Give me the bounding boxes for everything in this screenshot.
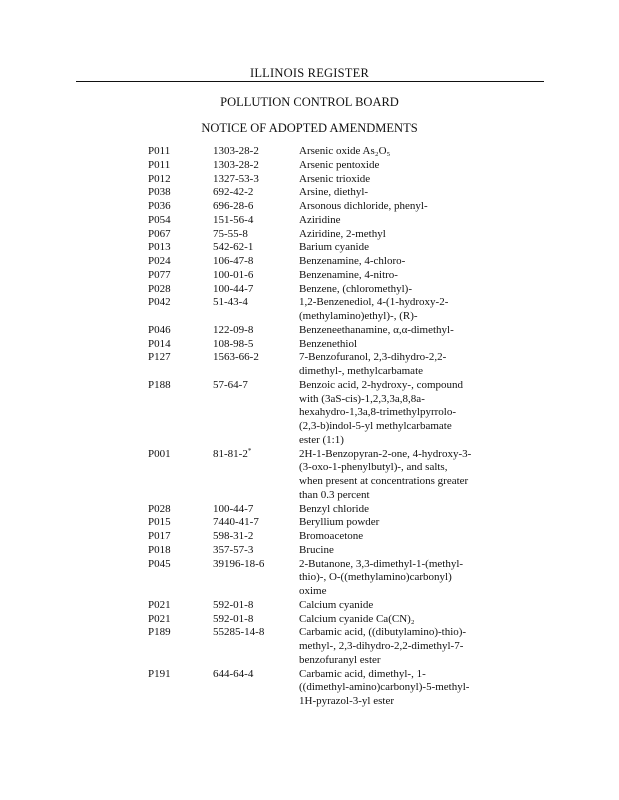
waste-code: P018: [148, 543, 171, 556]
cas-number-text: 51-43-4: [213, 296, 248, 309]
cas-number: [213, 379, 299, 393]
substance-name-line: ester (1:1): [299, 433, 344, 446]
substance-name-line: methyl-, 2,3-dihydro-2,2-dimethyl-7-: [299, 640, 464, 652]
substance-name-line: Carbamic acid, dimethyl-, 1-: [299, 667, 426, 680]
substance-name-line: with (3aS-cis)-1,2,3,3a,8,8a-: [299, 392, 425, 405]
substance-name: [299, 173, 499, 187]
cas-number: [213, 338, 299, 352]
waste-code: P036: [148, 200, 171, 212]
cas-number: [213, 558, 299, 572]
cas-number-text: 1327-53-3: [213, 172, 259, 185]
substance-name-line: Bromoacetone: [299, 530, 364, 542]
cas-number-text: 75-55-8: [213, 227, 248, 240]
waste-code: P021: [148, 612, 171, 625]
substance-name-line: Benzyl chloride: [299, 502, 369, 515]
substance-name: [299, 200, 499, 214]
substance-name-line: Beryllium powder: [299, 516, 380, 529]
cas-number: [213, 668, 299, 682]
substance-name-line: than 0.3 percent: [299, 488, 370, 501]
cas-number-text: 81-81-2: [213, 447, 248, 460]
cas-number: [213, 228, 299, 242]
substance-name-line: Barium cyanide: [299, 241, 369, 254]
table-row: [148, 338, 508, 352]
cas-number-text: 100-44-7: [213, 502, 254, 515]
waste-code: P011: [148, 158, 171, 171]
substance-name-line: Benzoic acid, 2-hydroxy-, compound: [299, 378, 464, 391]
cas-footnote-mark: *: [247, 446, 252, 455]
substance-name: [299, 558, 499, 599]
table-row: [148, 283, 508, 297]
waste-code: P188: [148, 378, 171, 391]
waste-code: P038: [148, 186, 171, 199]
table-row: [148, 503, 508, 517]
substance-name-line: Benzeneethanamine, α,α-dimethyl-: [299, 323, 454, 336]
cas-number: [213, 296, 299, 310]
cas-number: [213, 173, 299, 187]
substance-name: [299, 228, 499, 242]
substance-name-line: Arsenic pentoxide: [299, 158, 380, 171]
substance-name-line: dimethyl-, methylcarbamate: [299, 365, 424, 377]
waste-code: P012: [148, 172, 171, 185]
waste-code: P017: [148, 530, 171, 542]
hazardous-waste-table: [148, 145, 508, 709]
cas-number-text: 122-09-8: [213, 323, 254, 336]
substance-name: [299, 338, 499, 352]
table-row: [148, 173, 508, 187]
substance-name: [299, 241, 499, 255]
substance-name-line: Arsine, diethyl-: [299, 186, 369, 199]
substance-name-line: 1H-pyrazol-3-yl ester: [299, 695, 394, 707]
substance-name-line: Benzene, (chloromethyl)-: [299, 282, 413, 295]
table-row: [148, 186, 508, 200]
board-title: POLLUTION CONTROL BOARD: [220, 95, 399, 109]
waste-code: P042: [148, 296, 171, 309]
cas-number: [213, 599, 299, 613]
cas-number: [213, 214, 299, 228]
cas-number-text: 692-42-2: [213, 186, 254, 199]
cas-number-text: 106-47-8: [213, 255, 254, 267]
cas-number-text: 592-01-8: [213, 612, 254, 625]
cas-number: [213, 255, 299, 269]
table-row: [148, 558, 508, 599]
waste-code: P011: [148, 145, 171, 157]
substance-name-line: (methylamino)ethyl)-, (R)-: [299, 310, 418, 322]
cas-number: [213, 448, 299, 462]
table-row: [148, 626, 508, 667]
cas-number-text: 100-44-7: [213, 282, 254, 295]
substance-name: [299, 296, 499, 324]
waste-code: P067: [148, 227, 171, 240]
waste-code: P046: [148, 323, 171, 336]
table-row: [148, 228, 508, 242]
substance-name-line: Brucine: [299, 543, 334, 556]
table-row: [148, 544, 508, 558]
substance-name: [299, 516, 499, 530]
cas-number-text: 100-01-6: [213, 268, 254, 281]
substance-name-line: Benzenethiol: [299, 337, 358, 350]
substance-name: [299, 159, 499, 173]
substance-name: [299, 379, 499, 448]
substance-name-line: (2,3-b)indol-5-yl methylcarbamate: [299, 420, 452, 432]
substance-name-line: oxime: [299, 585, 327, 597]
substance-name-line: 7-Benzofuranol, 2,3-dihydro-2,2-: [299, 351, 447, 364]
substance-name-line: 2-Butanone, 3,3-dimethyl-1-(methyl-: [299, 557, 464, 570]
substance-name-line: Calcium cyanide Ca(CN)₂: [299, 612, 415, 625]
waste-code: P015: [148, 516, 171, 529]
cas-number: [213, 503, 299, 517]
cas-number: [213, 324, 299, 338]
cas-number: [213, 145, 299, 159]
substance-name-line: Aziridine, 2-methyl: [299, 227, 386, 240]
substance-name: [299, 145, 499, 159]
table-row: [148, 255, 508, 269]
table-row: [148, 379, 508, 448]
cas-number: [213, 186, 299, 200]
cas-number-text: 7440-41-7: [213, 516, 259, 529]
cas-number: [213, 283, 299, 297]
substance-name: [299, 599, 499, 613]
substance-name: [299, 186, 499, 200]
table-row: [148, 599, 508, 613]
substance-name: [299, 214, 499, 228]
header-rule: [76, 81, 544, 82]
cas-number-text: 1303-28-2: [213, 158, 259, 171]
cas-number-text: 39196-18-6: [213, 557, 265, 570]
table-row: [148, 324, 508, 338]
waste-code: P077: [148, 268, 171, 281]
substance-name-line: (3-oxo-1-phenylbutyl)-, and salts,: [299, 461, 448, 474]
cas-number: [213, 241, 299, 255]
substance-name-line: thio)-, O-((methylamino)carbonyl): [299, 571, 452, 584]
substance-name: [299, 283, 499, 297]
substance-name: [299, 351, 499, 379]
cas-number-text: 1563-66-2: [213, 351, 259, 364]
substance-name-line: Arsonous dichloride, phenyl-: [299, 200, 428, 212]
waste-code: P054: [148, 213, 171, 226]
substance-name-line: benzofuranyl ester: [299, 653, 381, 666]
substance-name: [299, 544, 499, 558]
cas-number: [213, 200, 299, 214]
substance-name-line: 2H-1-Benzopyran-2-one, 4-hydroxy-3-: [299, 447, 472, 460]
cas-number-text: 696-28-6: [213, 200, 254, 212]
waste-code: P021: [148, 598, 171, 611]
table-row: [148, 351, 508, 379]
register-title: ILLINOIS REGISTER: [249, 66, 369, 80]
waste-code: P024: [148, 255, 171, 267]
substance-name-line: hexahydro-1,3a,8-trimethylpyrrolo-: [299, 406, 457, 419]
table-row: [148, 448, 508, 503]
cas-number-text: 1303-28-2: [213, 145, 259, 157]
substance-name-line: Benzenamine, 4-nitro-: [299, 268, 398, 281]
cas-number-text: 55285-14-8: [213, 626, 265, 639]
cas-number-text: 592-01-8: [213, 598, 254, 611]
cas-number-text: 57-64-7: [213, 378, 248, 391]
waste-code: P127: [148, 351, 171, 364]
substance-name: [299, 255, 499, 269]
table-row: [148, 145, 508, 159]
cas-number: [213, 544, 299, 558]
waste-code: P191: [148, 667, 171, 680]
cas-number: [213, 626, 299, 640]
substance-name: [299, 448, 499, 503]
waste-code: P189: [148, 626, 171, 639]
substance-name: [299, 269, 499, 283]
substance-name: [299, 503, 499, 517]
waste-code: P045: [148, 557, 171, 570]
table-row: [148, 613, 508, 627]
waste-code: P001: [148, 447, 171, 460]
substance-name-line: Carbamic acid, ((dibutylamino)-thio)-: [299, 626, 467, 639]
waste-code: P028: [148, 282, 171, 295]
table-row: [148, 269, 508, 283]
substance-name-line: 1,2-Benzenediol, 4-(1-hydroxy-2-: [299, 296, 449, 309]
cas-number: [213, 351, 299, 365]
table-row: [148, 200, 508, 214]
notice-title: NOTICE OF ADOPTED AMENDMENTS: [201, 121, 418, 135]
substance-name-line: Calcium cyanide: [299, 598, 374, 611]
substance-name-line: Benzenamine, 4-chloro-: [299, 255, 406, 267]
waste-code: P013: [148, 241, 171, 254]
substance-name: [299, 613, 499, 627]
substance-name: [299, 668, 499, 709]
substance-name-line: Arsenic trioxide: [299, 172, 371, 185]
cas-number: [213, 613, 299, 627]
cas-number: [213, 159, 299, 173]
table-row: [148, 296, 508, 324]
cas-number-text: 598-31-2: [213, 530, 254, 542]
substance-name-line: Arsenic oxide As₂O₅: [299, 145, 391, 157]
cas-number-text: 151-56-4: [213, 213, 254, 226]
waste-code: P028: [148, 502, 171, 515]
cas-number: [213, 530, 299, 544]
cas-number-text: 357-57-3: [213, 543, 254, 556]
substance-name: [299, 530, 499, 544]
substance-name: [299, 324, 499, 338]
table-row: [148, 241, 508, 255]
cas-number-text: 108-98-5: [213, 337, 254, 350]
table-row: [148, 159, 508, 173]
table-row: [148, 214, 508, 228]
table-row: [148, 530, 508, 544]
cas-number: [213, 269, 299, 283]
cas-number: [213, 516, 299, 530]
substance-name-line: when present at concentrations greater: [299, 475, 469, 487]
table-row: [148, 516, 508, 530]
substance-name-line: Aziridine: [299, 213, 341, 226]
waste-code: P014: [148, 337, 171, 350]
table-row: [148, 668, 508, 709]
cas-number-text: 542-62-1: [213, 241, 254, 254]
cas-number-text: 644-64-4: [213, 667, 254, 680]
substance-name-line: ((dimethyl-amino)carbonyl)-5-methyl-: [299, 681, 470, 694]
substance-name: [299, 626, 499, 667]
